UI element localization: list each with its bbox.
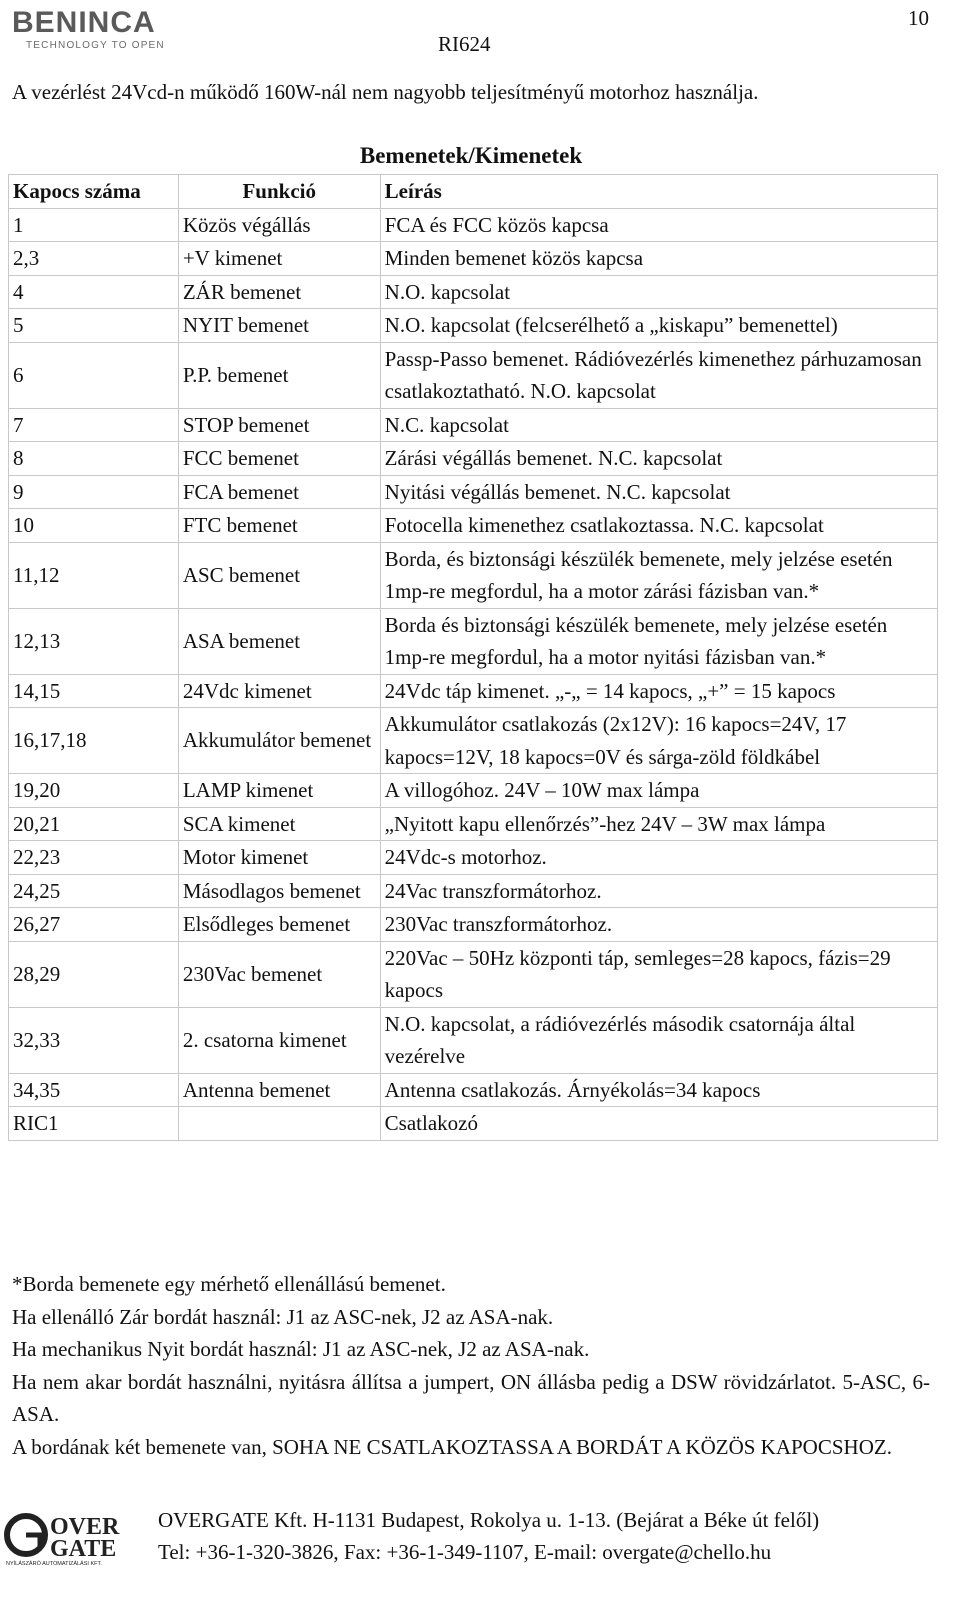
page-number: 10 (908, 6, 929, 30)
cell-function: FCA bemenet (178, 475, 380, 509)
cell-description: Passp-Passo bemenet. Rádióvezérlés kimenethez párhuzamosan csatlakoztatható. N.O. kapcsolat (380, 342, 937, 408)
table-row (9, 608, 938, 674)
table-header-row (9, 175, 938, 209)
cell-description: N.C. kapcsolat (380, 408, 937, 442)
page-footer (0, 1500, 960, 1599)
table-row (9, 774, 938, 808)
table-row (9, 509, 938, 543)
table-row (9, 708, 938, 774)
cell-terminal: 28,29 (9, 941, 179, 1007)
cell-function: +V kimenet (178, 242, 380, 276)
cell-terminal: 34,35 (9, 1073, 179, 1107)
cell-description: Minden bemenet közös kapcsa (380, 242, 937, 276)
cell-description: Csatlakozó (380, 1107, 937, 1141)
table-row (9, 208, 938, 242)
document-code: RI624 (438, 32, 491, 56)
note-line: *Borda bemenete egy mérhető ellenállású bemenet. (12, 1272, 446, 1296)
table-row (9, 908, 938, 942)
table-row (9, 1073, 938, 1107)
cell-description: 24Vdc táp kimenet. „-„ = 14 kapocs, „+” = 15 kapocs (380, 674, 937, 708)
cell-description: Borda, és biztonsági készülék bemenete, mely jelzése esetén 1mp-re megfordul, ha a motor zárási fázisban van.* (380, 542, 937, 608)
column-header-description: Leírás (380, 175, 937, 209)
cell-function: SCA kimenet (178, 807, 380, 841)
cell-description: FCA és FCC közös kapcsa (380, 208, 937, 242)
note-line: Ha nem akar bordát használni, nyitásra állítsa a jumpert, ON állásba pedig a DSW rövidzárlatot. 5-ASC, 6-ASA. (12, 1369, 930, 1426)
cell-description: N.O. kapcsolat, a rádióvezérlés második csatornája által vezérelve (380, 1007, 937, 1073)
table-row (9, 275, 938, 309)
cell-terminal: 22,23 (9, 841, 179, 875)
cell-description: Fotocella kimenethez csatlakoztassa. N.C. kapcsolat (380, 509, 937, 543)
cell-terminal: 32,33 (9, 1007, 179, 1073)
cell-description: A villogóhoz. 24V – 10W max lámpa (380, 774, 937, 808)
table-row (9, 442, 938, 476)
cell-terminal: 4 (9, 275, 179, 309)
overgate-logo (4, 1508, 134, 1566)
table-row (9, 1107, 938, 1141)
cell-function: Antenna bemenet (178, 1073, 380, 1107)
cell-terminal: 11,12 (9, 542, 179, 608)
cell-terminal: 7 (9, 408, 179, 442)
cell-description: 220Vac – 50Hz központi táp, semleges=28 kapocs, fázis=29 kapocs (380, 941, 937, 1007)
logo-gate-text: GATE (50, 1536, 117, 1562)
table-row (9, 342, 938, 408)
footer-address: OVERGATE Kft. H-1131 Budapest, Rokolya u. 1-13. (Bejárat a Béke út felől) (158, 1508, 820, 1532)
cell-terminal: 1 (9, 208, 179, 242)
cell-description: 230Vac transzformátorhoz. (380, 908, 937, 942)
logo-wordmark: BENINCA (12, 6, 156, 39)
cell-terminal: 20,21 (9, 807, 179, 841)
cell-terminal: 2,3 (9, 242, 179, 276)
cell-function: Motor kimenet (178, 841, 380, 875)
cell-function: STOP bemenet (178, 408, 380, 442)
note-line: Ha ellenálló Zár bordát használ: J1 az ASC-nek, J2 az ASA-nak. (12, 1304, 554, 1329)
table-body (9, 208, 938, 1140)
logo-tagline-text: NYÍLÁSZÁRÓ AUTOMATIZÁLÁSI KFT. (6, 1561, 102, 1566)
footer-contact (158, 1504, 819, 1568)
cell-function: 24Vdc kimenet (178, 674, 380, 708)
page-header (0, 0, 960, 60)
cell-function: ZÁR bemenet (178, 275, 380, 309)
table-row (9, 841, 938, 875)
cell-function: ASA bemenet (178, 608, 380, 674)
cell-terminal: 16,17,18 (9, 708, 179, 774)
cell-function: Közös végállás (178, 208, 380, 242)
table-row (9, 309, 938, 343)
footer-phone-email: Tel: +36-1-320-3826, Fax: +36-1-349-1107, E-mail: overgate@chello.hu (158, 1540, 772, 1564)
cell-terminal: 26,27 (9, 908, 179, 942)
column-header-function: Funkció (178, 175, 380, 209)
cell-terminal: 8 (9, 442, 179, 476)
table-row (9, 874, 938, 908)
notes-section (12, 1268, 930, 1463)
logo-tagline: TECHNOLOGY TO OPEN (26, 40, 165, 51)
cell-terminal: 10 (9, 509, 179, 543)
intro-paragraph: A vezérlést 24Vcd-n működő 160W-nál nem nagyobb teljesítményű motorhoz használja. (12, 80, 759, 104)
cell-function (178, 1107, 380, 1141)
cell-function: LAMP kimenet (178, 774, 380, 808)
cell-terminal: 19,20 (9, 774, 179, 808)
cell-function: P.P. bemenet (178, 342, 380, 408)
table-row (9, 674, 938, 708)
cell-function: NYIT bemenet (178, 309, 380, 343)
cell-function: Elsődleges bemenet (178, 908, 380, 942)
cell-description: Nyitási végállás bemenet. N.C. kapcsolat (380, 475, 937, 509)
table-title: Bemenetek/Kimenetek (359, 143, 583, 168)
cell-terminal: 14,15 (9, 674, 179, 708)
cell-function: ASC bemenet (178, 542, 380, 608)
io-table (8, 174, 938, 1141)
cell-description: Borda és biztonsági készülék bemenete, mely jelzése esetén 1mp-re megfordul, ha a motor nyitási fázisban van.* (380, 608, 937, 674)
cell-function: Másodlagos bemenet (178, 874, 380, 908)
cell-description: N.O. kapcsolat (380, 275, 937, 309)
cell-terminal: 24,25 (9, 874, 179, 908)
column-header-terminal: Kapocs száma (9, 175, 179, 209)
table-row (9, 941, 938, 1007)
cell-description: 24Vdc-s motorhoz. (380, 841, 937, 875)
cell-function: FCC bemenet (178, 442, 380, 476)
cell-terminal: 12,13 (9, 608, 179, 674)
table-row (9, 475, 938, 509)
cell-description: Zárási végállás bemenet. N.C. kapcsolat (380, 442, 937, 476)
cell-terminal: 5 (9, 309, 179, 343)
cell-description: N.O. kapcsolat (felcserélhető a „kiskapu” bemenettel) (380, 309, 937, 343)
cell-description: „Nyitott kapu ellenőrzés”-hez 24V – 3W max lámpa (380, 807, 937, 841)
cell-function: 230Vac bemenet (178, 941, 380, 1007)
cell-terminal: 6 (9, 342, 179, 408)
table-row (9, 408, 938, 442)
table-row (9, 807, 938, 841)
cell-function: 2. csatorna kimenet (178, 1007, 380, 1073)
cell-description: Antenna csatlakozás. Árnyékolás=34 kapocs (380, 1073, 937, 1107)
logo-over-text: OVER (50, 1514, 120, 1540)
note-line: A bordának két bemenete van, SOHA NE CSATLAKOZTASSA A BORDÁT A KÖZÖS KAPOCSHOZ. (12, 1434, 892, 1459)
beninca-logo (12, 6, 164, 50)
note-line: Ha mechanikus Nyit bordát használ: J1 az ASC-nek, J2 az ASA-nak. (12, 1337, 590, 1361)
table-row (9, 542, 938, 608)
cell-description: Akkumulátor csatlakozás (2x12V): 16 kapocs=24V, 17 kapocs=12V, 18 kapocs=0V és sárga-zöld földkábel (380, 708, 937, 774)
cell-terminal: RIC1 (9, 1107, 179, 1141)
cell-function: FTC bemenet (178, 509, 380, 543)
table-row (9, 1007, 938, 1073)
cell-function: Akkumulátor bemenet (178, 708, 380, 774)
table-row (9, 242, 938, 276)
cell-terminal: 9 (9, 475, 179, 509)
cell-description: 24Vac transzformátorhoz. (380, 874, 937, 908)
